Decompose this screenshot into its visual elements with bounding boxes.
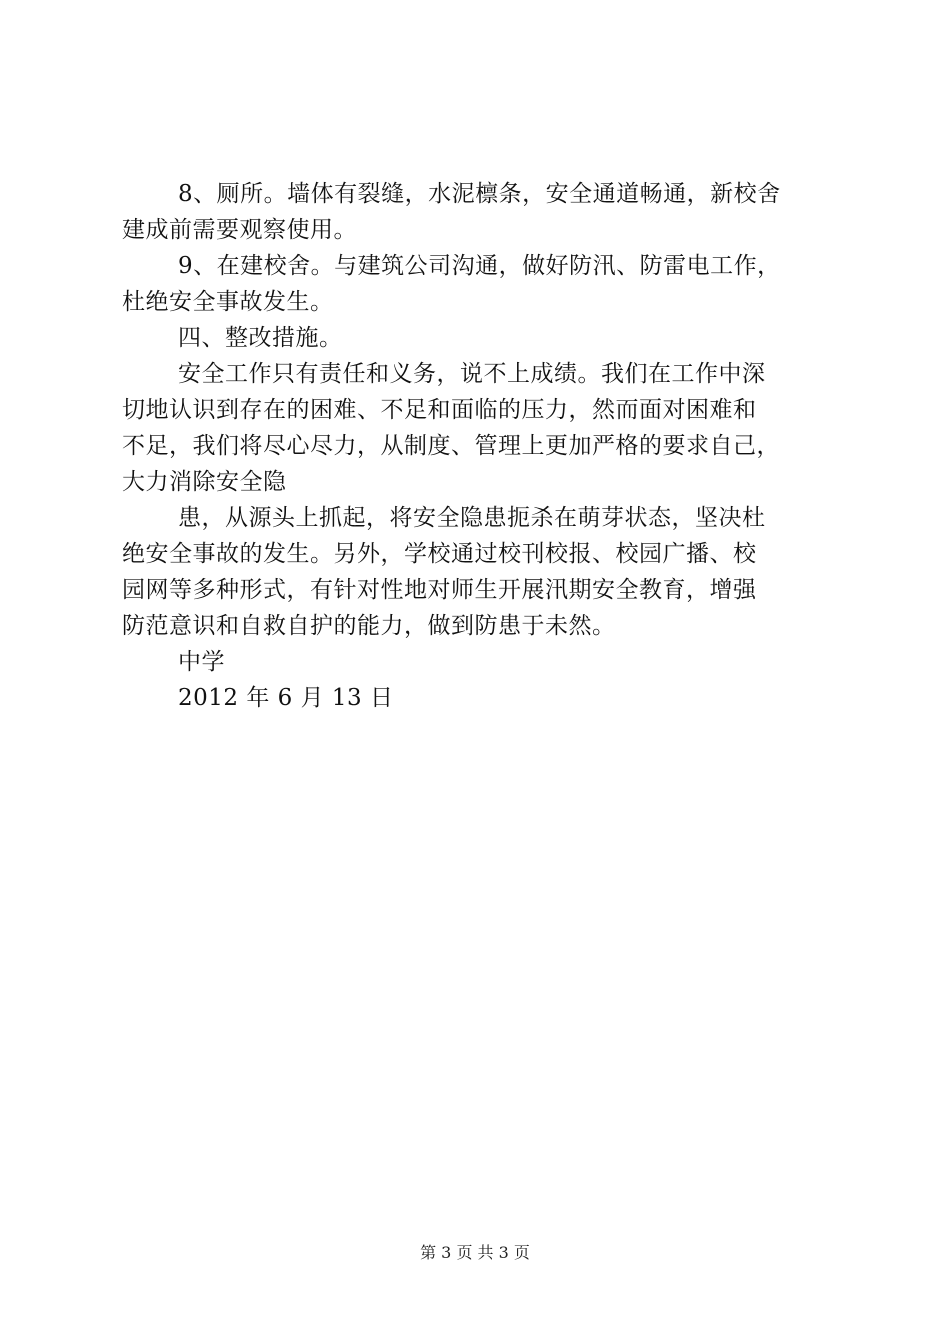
- text-line-12: 园网等多种形式，有针对性地对师生开展汛期安全教育，增强: [122, 577, 757, 603]
- text-line-4: 杜绝安全事故发生。: [122, 289, 334, 315]
- text-line-6: 安全工作只有责任和义务，说不上成绩。我们在工作中深: [178, 361, 766, 387]
- signature-org: 中学: [178, 649, 225, 675]
- text-line-11: 绝安全事故的发生。另外，学校通过校刊校报、校园广播、校: [122, 541, 757, 567]
- text-line-13: 防范意识和自救自护的能力，做到防患于未然。: [122, 613, 616, 639]
- signature-date: 2012 年 6 月 13 日: [178, 685, 394, 711]
- text-line-2: 建成前需要观察使用。: [122, 217, 357, 243]
- page-footer: 第 3 页 共 3 页: [420, 1243, 530, 1262]
- text-line-7: 切地认识到存在的困难、不足和面临的压力，然而面对困难和: [122, 397, 757, 423]
- text-line-10: 患，从源头上抓起，将安全隐患扼杀在萌芽状态，坚决杜: [178, 505, 766, 531]
- text-line-8: 不足，我们将尽心尽力，从制度、管理上更加严格的要求自己，: [122, 433, 780, 459]
- text-line-9: 大力消除安全隐: [122, 469, 287, 495]
- document-body: [122, 176, 834, 716]
- text-line-1: 8、厕所。墙体有裂缝，水泥檩条，安全通道畅通，新校舍: [178, 181, 781, 207]
- text-line-3: 9、在建校舍。与建筑公司沟通，做好防汛、防雷电工作，: [178, 253, 781, 279]
- section-heading: 四、整改措施。: [178, 325, 343, 351]
